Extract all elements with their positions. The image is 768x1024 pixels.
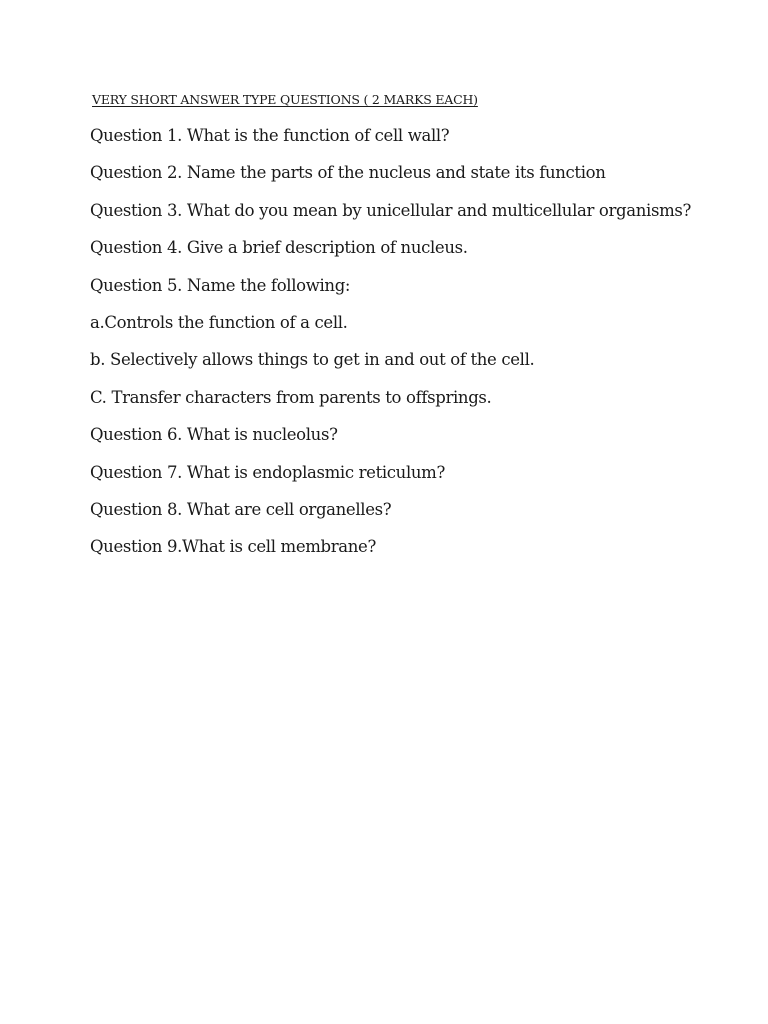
question-4: Question 4. Give a brief description of nucleus.	[90, 238, 468, 258]
question-5-part-b: b. Selectively allows things to get in and out of the cell.	[90, 350, 535, 370]
question-list	[90, 124, 691, 573]
question-1: Question 1. What is the function of cell wall?	[90, 126, 450, 145]
question-5-part-a: a.Controls the function of a cell.	[90, 312, 348, 332]
question-2: Question 2. Name the parts of the nucleus and state its function	[90, 163, 606, 183]
question-5: Question 5. Name the following:	[90, 275, 351, 295]
question-6: Question 6. What is nucleolus?	[90, 425, 338, 445]
question-5-part-c: C. Transfer characters from parents to offsprings.	[90, 387, 492, 407]
question-9: Question 9.What is cell membrane?	[90, 537, 376, 557]
question-7: Question 7. What is endoplasmic reticulum?	[90, 462, 445, 482]
section-heading: VERY SHORT ANSWER TYPE QUESTIONS ( 2 MARKS EACH)	[92, 92, 478, 107]
question-3: Question 3. What do you mean by unicellular and multicellular organisms?	[90, 200, 691, 220]
question-8: Question 8. What are cell organelles?	[90, 499, 392, 519]
